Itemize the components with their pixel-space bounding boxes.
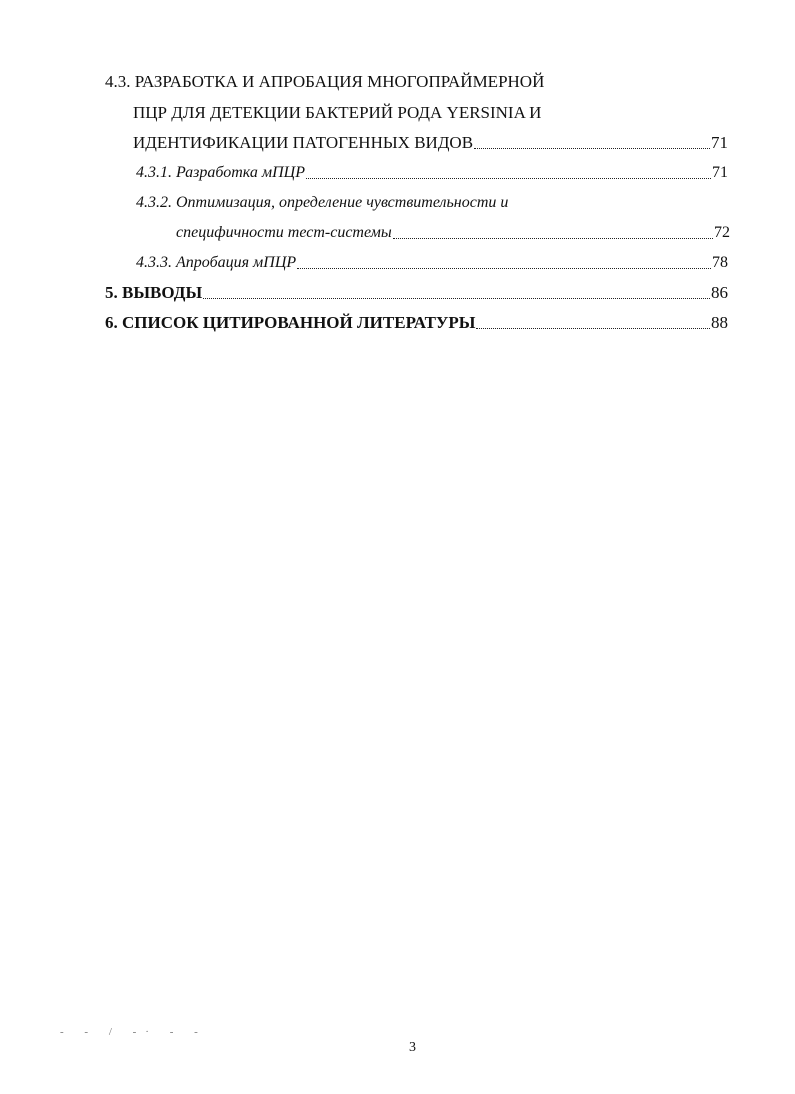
toc-5-title: 5. ВЫВОДЫ <box>105 283 203 302</box>
dot-leader <box>297 268 711 269</box>
toc-4-3-3-title: 4.3.3. Апробация мПЦР <box>136 254 297 271</box>
toc-4-3-line-2: ПЦР ДЛЯ ДЕТЕКЦИИ БАКТЕРИЙ РОДА YERSINIA И <box>133 103 542 122</box>
toc-4-3-2-page: 72 <box>714 224 730 241</box>
toc-4-3-line-1: 4.3. РАЗРАБОТКА И АПРОБАЦИЯ МНОГОПРАЙМЕРНОЙ <box>105 72 545 91</box>
dot-leader <box>476 328 710 329</box>
toc-entry-4-3-1[interactable] <box>136 163 728 183</box>
scan-artifact-marks: - - / -· - - <box>60 1026 207 1038</box>
toc-entry-5[interactable] <box>105 283 728 303</box>
toc-4-3-3-page: 78 <box>712 254 728 271</box>
dot-leader <box>306 178 711 179</box>
toc-entry-6[interactable] <box>105 313 728 333</box>
dot-leader <box>474 148 710 149</box>
toc-5-page: 86 <box>711 283 728 302</box>
toc-6-title: 6. СПИСОК ЦИТИРОВАННОЙ ЛИТЕРАТУРЫ <box>105 313 476 332</box>
toc-4-3-1-title: 4.3.1. Разработка мПЦР <box>136 164 305 181</box>
toc-4-3-page: 71 <box>711 133 728 152</box>
toc-entry-4-3[interactable] <box>133 133 728 153</box>
dot-leader <box>393 238 713 239</box>
toc-entry-4-3-2[interactable] <box>176 223 730 243</box>
dot-leader <box>203 298 710 299</box>
toc-4-3-2-line-1: 4.3.2. Оптимизация, определение чувствительности и <box>136 194 509 211</box>
toc-4-3-2-line-2: специфичности тест-системы <box>176 224 392 241</box>
toc-entry-4-3-3[interactable] <box>136 253 728 273</box>
toc-6-page: 88 <box>711 313 728 332</box>
toc-4-3-line-3: ИДЕНТИФИКАЦИИ ПАТОГЕННЫХ ВИДОВ <box>133 133 474 152</box>
page-number: 3 <box>409 1040 416 1055</box>
toc-4-3-1-page: 71 <box>712 164 728 181</box>
